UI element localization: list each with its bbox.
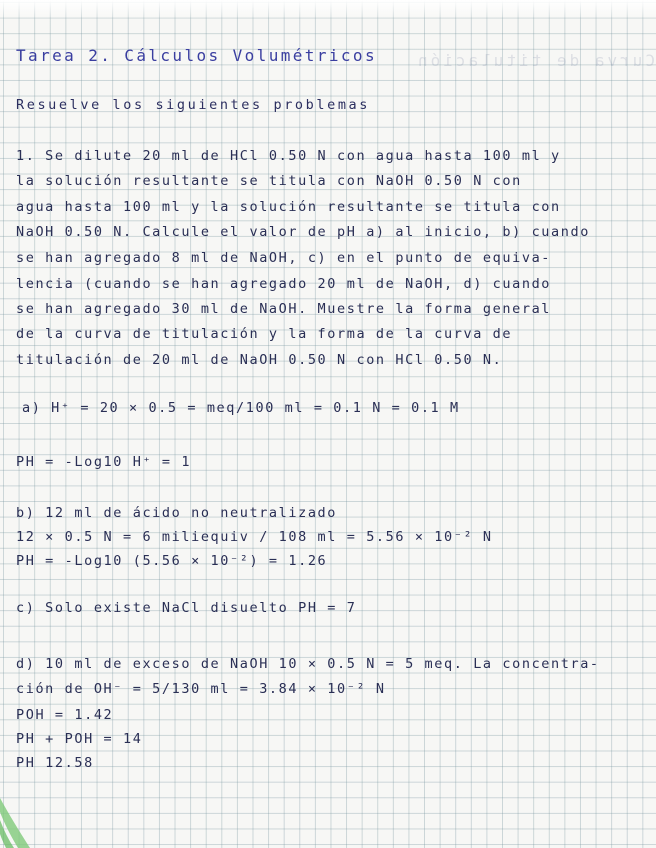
instructions: Resuelve los siguientes problemas — [16, 97, 371, 113]
problem-line: se han agregado 8 ml de NaOH, c) en el punto de equiva- — [16, 250, 552, 266]
problem-line: la solución resultante se titula con NaOH 0.50 N con — [16, 173, 522, 189]
answer-b-line-2: 12 × 0.5 N = 6 miliequiv / 108 ml = 5.56 × 10⁻² N — [16, 529, 493, 545]
problem-line: de la curva de titulación y la forma de la curva de — [16, 326, 513, 342]
answer-a-line-1: a) H⁺ = 20 × 0.5 = meq/100 ml = 0.1 N = 0.1 M — [22, 400, 460, 416]
answer-d-line-3: POH = 1.42 — [16, 707, 114, 723]
page-top-edge — [0, 0, 656, 20]
problem-line: agua hasta 100 ml y la solución resultante se titula con — [16, 199, 561, 215]
bleed-through-text: Curva de titulación — [414, 51, 655, 70]
answer-d-line-5: PH 12.58 — [16, 755, 94, 771]
answer-d-line-2: ción de OH⁻ = 5/130 ml = 3.84 × 10⁻² N — [16, 681, 386, 697]
problem-line: lencia (cuando se han agregado 20 ml de NaOH, d) cuando — [16, 276, 552, 292]
problem-line: NaOH 0.50 N. Calcule el valor de pH a) al inicio, b) cuando — [16, 224, 590, 240]
answer-b-line-3: PH = -Log10 (5.56 × 10⁻²) = 1.26 — [16, 553, 328, 569]
answer-c-line-1: c) Solo existe NaCl disuelto PH = 7 — [16, 600, 357, 616]
answer-d-line-4: PH + POH = 14 — [16, 731, 143, 747]
problem-line: se han agregado 30 ml de NaOH. Muestre la forma general — [16, 301, 552, 317]
answer-a-line-2: PH = -Log10 H⁺ = 1 — [16, 454, 192, 470]
green-marker-corner — [0, 790, 60, 848]
answer-b-line-1: b) 12 ml de ácido no neutralizado — [16, 505, 338, 521]
page-title: Tarea 2. Cálculos Volumétricos — [16, 46, 377, 65]
problem-line: 1. Se dilute 20 ml de HCl 0.50 N con agua hasta 100 ml y — [16, 148, 561, 164]
answer-d-line-1: d) 10 ml de exceso de NaOH 10 × 0.5 N = 5 meq. La concentra- — [16, 656, 600, 672]
problem-line: titulación de 20 ml de NaOH 0.50 N con HCl 0.50 N. — [16, 352, 503, 368]
